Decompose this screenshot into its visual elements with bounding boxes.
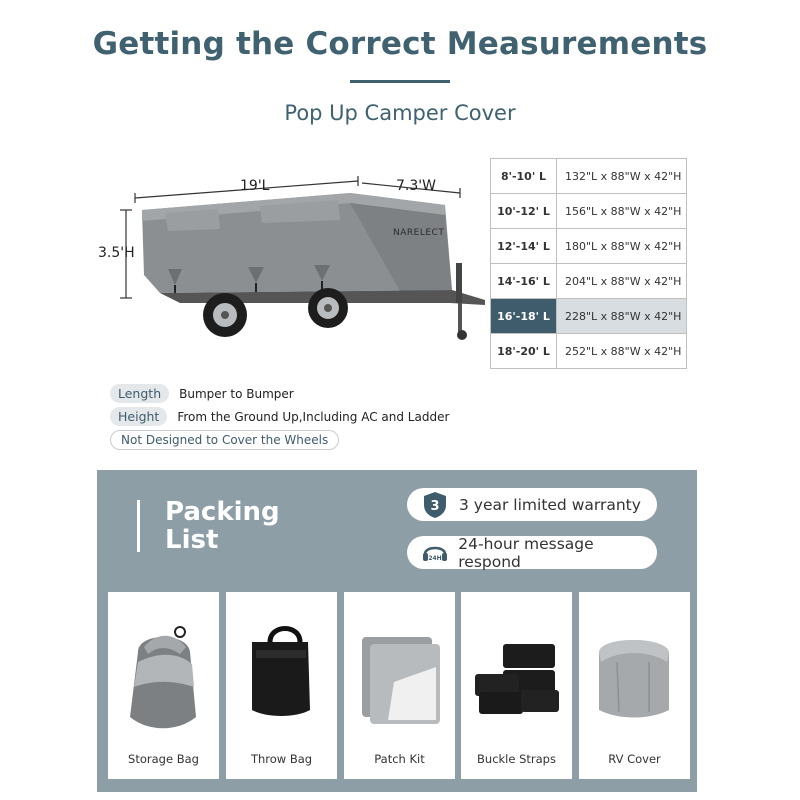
storage-bag-icon [108, 592, 219, 737]
camper-illustration [100, 165, 485, 355]
size-dimensions-cell: 252"L x 88"W x 42"H [565, 344, 682, 358]
size-dimensions-cell: 204"L x 88"W x 42"H [565, 274, 682, 288]
size-length-cell: 16'-18' L [491, 299, 557, 333]
packing-item-rv-cover [579, 592, 690, 779]
rv-cover-icon [579, 592, 690, 737]
patch-kit-icon [344, 592, 455, 737]
warranty-badge [407, 488, 657, 521]
size-row [491, 299, 686, 334]
size-dimensions-cell: 156"L x 88"W x 42"H [565, 204, 682, 218]
page-title: Getting the Correct Measurements [92, 26, 708, 62]
size-row [491, 264, 686, 299]
length-tag: Length [110, 384, 169, 403]
size-dimensions-cell: 132"L x 88"W x 42"H [565, 169, 682, 183]
packing-title-line2: List [165, 525, 219, 555]
length-note [110, 384, 294, 403]
height-note [110, 407, 449, 426]
length-note-text: Bumper to Bumper [179, 386, 294, 401]
headset-label: 24H [427, 554, 442, 562]
throw-bag-label: Throw Bag [250, 752, 313, 766]
size-length-cell: 8'-10' L [491, 159, 557, 193]
size-dimensions-cell: 228"L x 88"W x 42"H [565, 309, 682, 323]
storage-bag-label: Storage Bag [128, 752, 199, 766]
packing-item-buckle-straps [461, 592, 572, 779]
packing-title-line1: Packing [165, 497, 280, 527]
size-chart-table [490, 158, 687, 369]
warranty-text: 3 year limited warranty [459, 495, 641, 514]
packing-item-storage-bag [108, 592, 219, 779]
shield-number: 3 [430, 498, 440, 514]
height-note-text: From the Ground Up,Including AC and Ladder [177, 409, 450, 424]
buckle-straps-icon [461, 592, 572, 737]
patch-kit-label: Patch Kit [374, 752, 425, 766]
buckle-straps-label: Buckle Straps [477, 752, 556, 766]
size-length-cell: 12'-14' L [491, 229, 557, 263]
height-dimension-label: 3.5'H [98, 245, 135, 261]
wheels-note: Not Designed to Cover the Wheels [110, 430, 339, 450]
throw-bag-icon [226, 592, 337, 737]
packing-item-throw-bag [226, 592, 337, 779]
title-divider [350, 80, 450, 83]
size-length-cell: 18'-20' L [491, 334, 557, 368]
size-length-cell: 14'-16' L [491, 264, 557, 298]
size-row [491, 159, 686, 194]
size-row [491, 334, 686, 368]
size-length-cell: 10'-12' L [491, 194, 557, 228]
shield-icon [417, 488, 453, 521]
support-badge [407, 536, 657, 569]
size-row [491, 229, 686, 264]
page-subtitle: Pop Up Camper Cover [284, 101, 516, 125]
support-text: 24-hour message respond [458, 534, 594, 571]
packing-title-bar [137, 500, 140, 552]
height-tag: Height [110, 407, 167, 426]
length-dimension-label: 19'L [240, 178, 270, 194]
size-row [491, 194, 686, 229]
packing-list-title [165, 498, 305, 554]
rv-cover-label: RV Cover [608, 752, 661, 766]
packing-item-patch-kit [344, 592, 455, 779]
headset-icon [417, 536, 452, 569]
width-dimension-label: 7.3'W [396, 178, 436, 194]
size-dimensions-cell: 180"L x 88"W x 42"H [565, 239, 682, 253]
brand-logo: NARELECT [393, 228, 445, 238]
